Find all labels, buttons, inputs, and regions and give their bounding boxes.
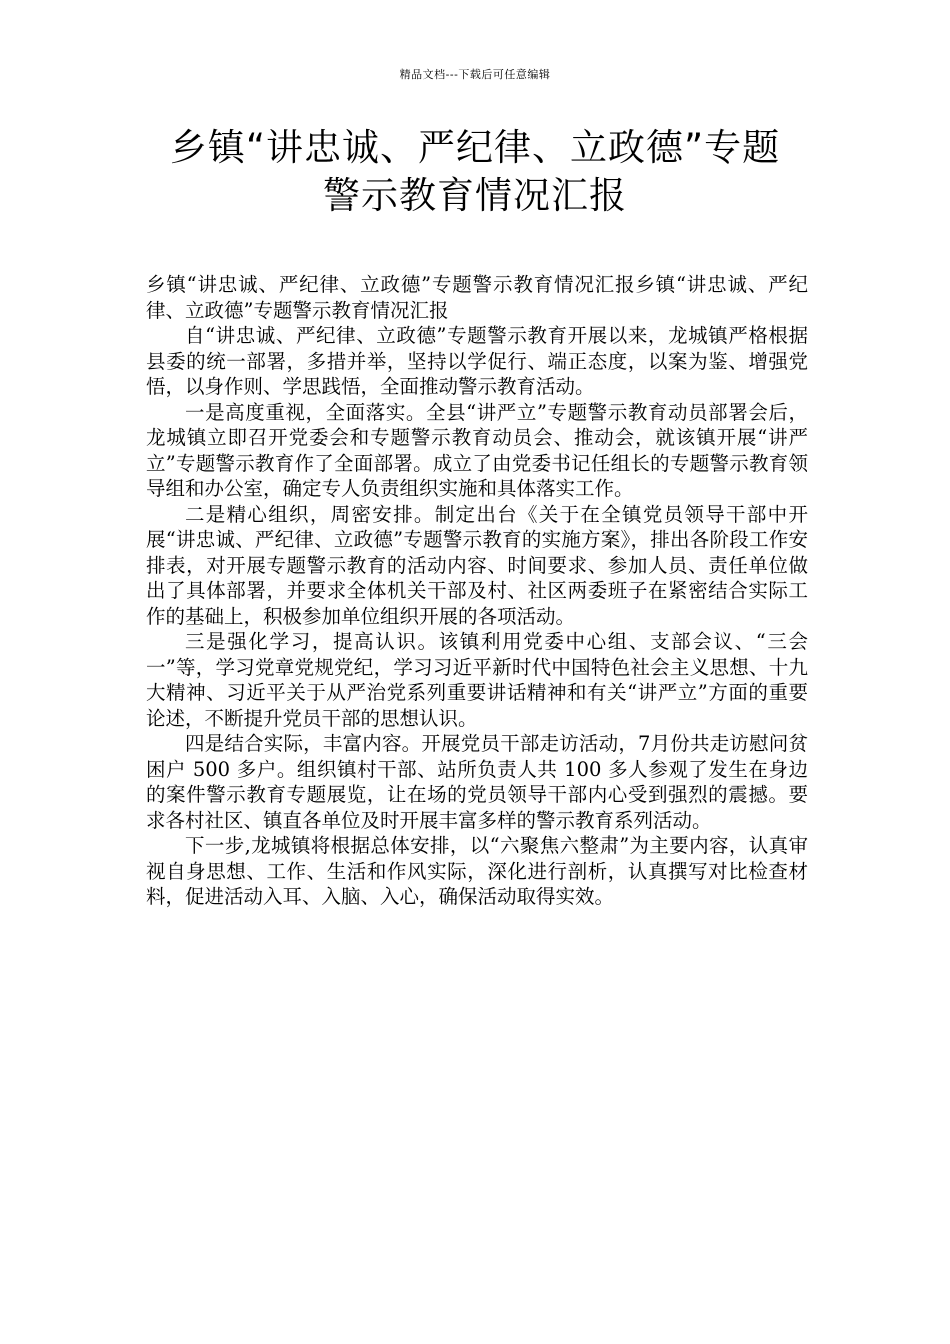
document-body: [146, 272, 808, 910]
paragraph-point-2: 二是精心组织，周密安排。制定出台《关于在全镇党员领导干部中开展“讲忠诚、严纪律、立政德”专题警示教育的实施方案》，排出各阶段工作安排表，对开展专题警示教育的活动内容、时间要求、参加人员、责任单位做出了具体部署，并要求全体机关干部及村、社区两委班子在紧密结合实际工作的基础上，积极参加单位组织开展的各项活动。: [146, 502, 808, 628]
title-line-1: 乡镇“讲忠诚、严纪律、立政德”专题: [169, 126, 781, 169]
paragraph-point-1: 一是高度重视，全面落实。全县“讲严立”专题警示教育动员部署会后，龙城镇立即召开党委会和专题警示教育动员会、推动会，就该镇开展“讲严立”专题警示教育作了全面部署。成立了由党委书记任组长的专题警示教育领导组和办公室，确定专人负责组织实施和具体落实工作。: [146, 400, 808, 500]
intro-paragraph: 乡镇“讲忠诚、严纪律、立政德”专题警示教育情况汇报乡镇“讲忠诚、严纪律、立政德”专题警示教育情况汇报: [146, 273, 808, 322]
document-title: [100, 124, 850, 220]
title-line-2: 警示教育情况汇报: [323, 174, 627, 217]
paragraph-point-4: 四是结合实际，丰富内容。开展党员干部走访活动，7月份共走访慰问贫困户 500 多户。组织镇村干部、站所负责人共 100 多人参观了发生在身边的案件警示教育专题展览，让在场的党员领导干部内心受到强烈的震撼。要求各村社区、镇直各单位及时开展丰富多样的警示教育系列活动。: [146, 732, 808, 832]
paragraph-point-3: 三是强化学习，提高认识。该镇利用党委中心组、支部会议、“三会一”等，学习党章党规党纪，学习习近平新时代中国特色社会主义思想、十九大精神、习近平关于从严治党系列重要讲话精神和有关“讲严立”方面的重要论述，不断提升党员干部的思想认识。: [146, 630, 808, 730]
header-note: 精品文档---下载后可任意编辑: [399, 68, 551, 81]
paragraph-next-step: 下一步,龙城镇将根据总体安排，以“六聚焦六整肃”为主要内容，认真审视自身思想、工作、生活和作风实际，深化进行剖析，认真撰写对比检查材料，促进活动入耳、入脑、入心，确保活动取得实效。: [146, 834, 808, 908]
paragraph-overview: 自“讲忠诚、严纪律、立政德”专题警示教育开展以来，龙城镇严格根据县委的统一部署，多措并举，坚持以学促行、端正态度，以案为鉴、增强党悟，以身作则、学思践悟，全面推动警示教育活动。: [146, 324, 808, 398]
